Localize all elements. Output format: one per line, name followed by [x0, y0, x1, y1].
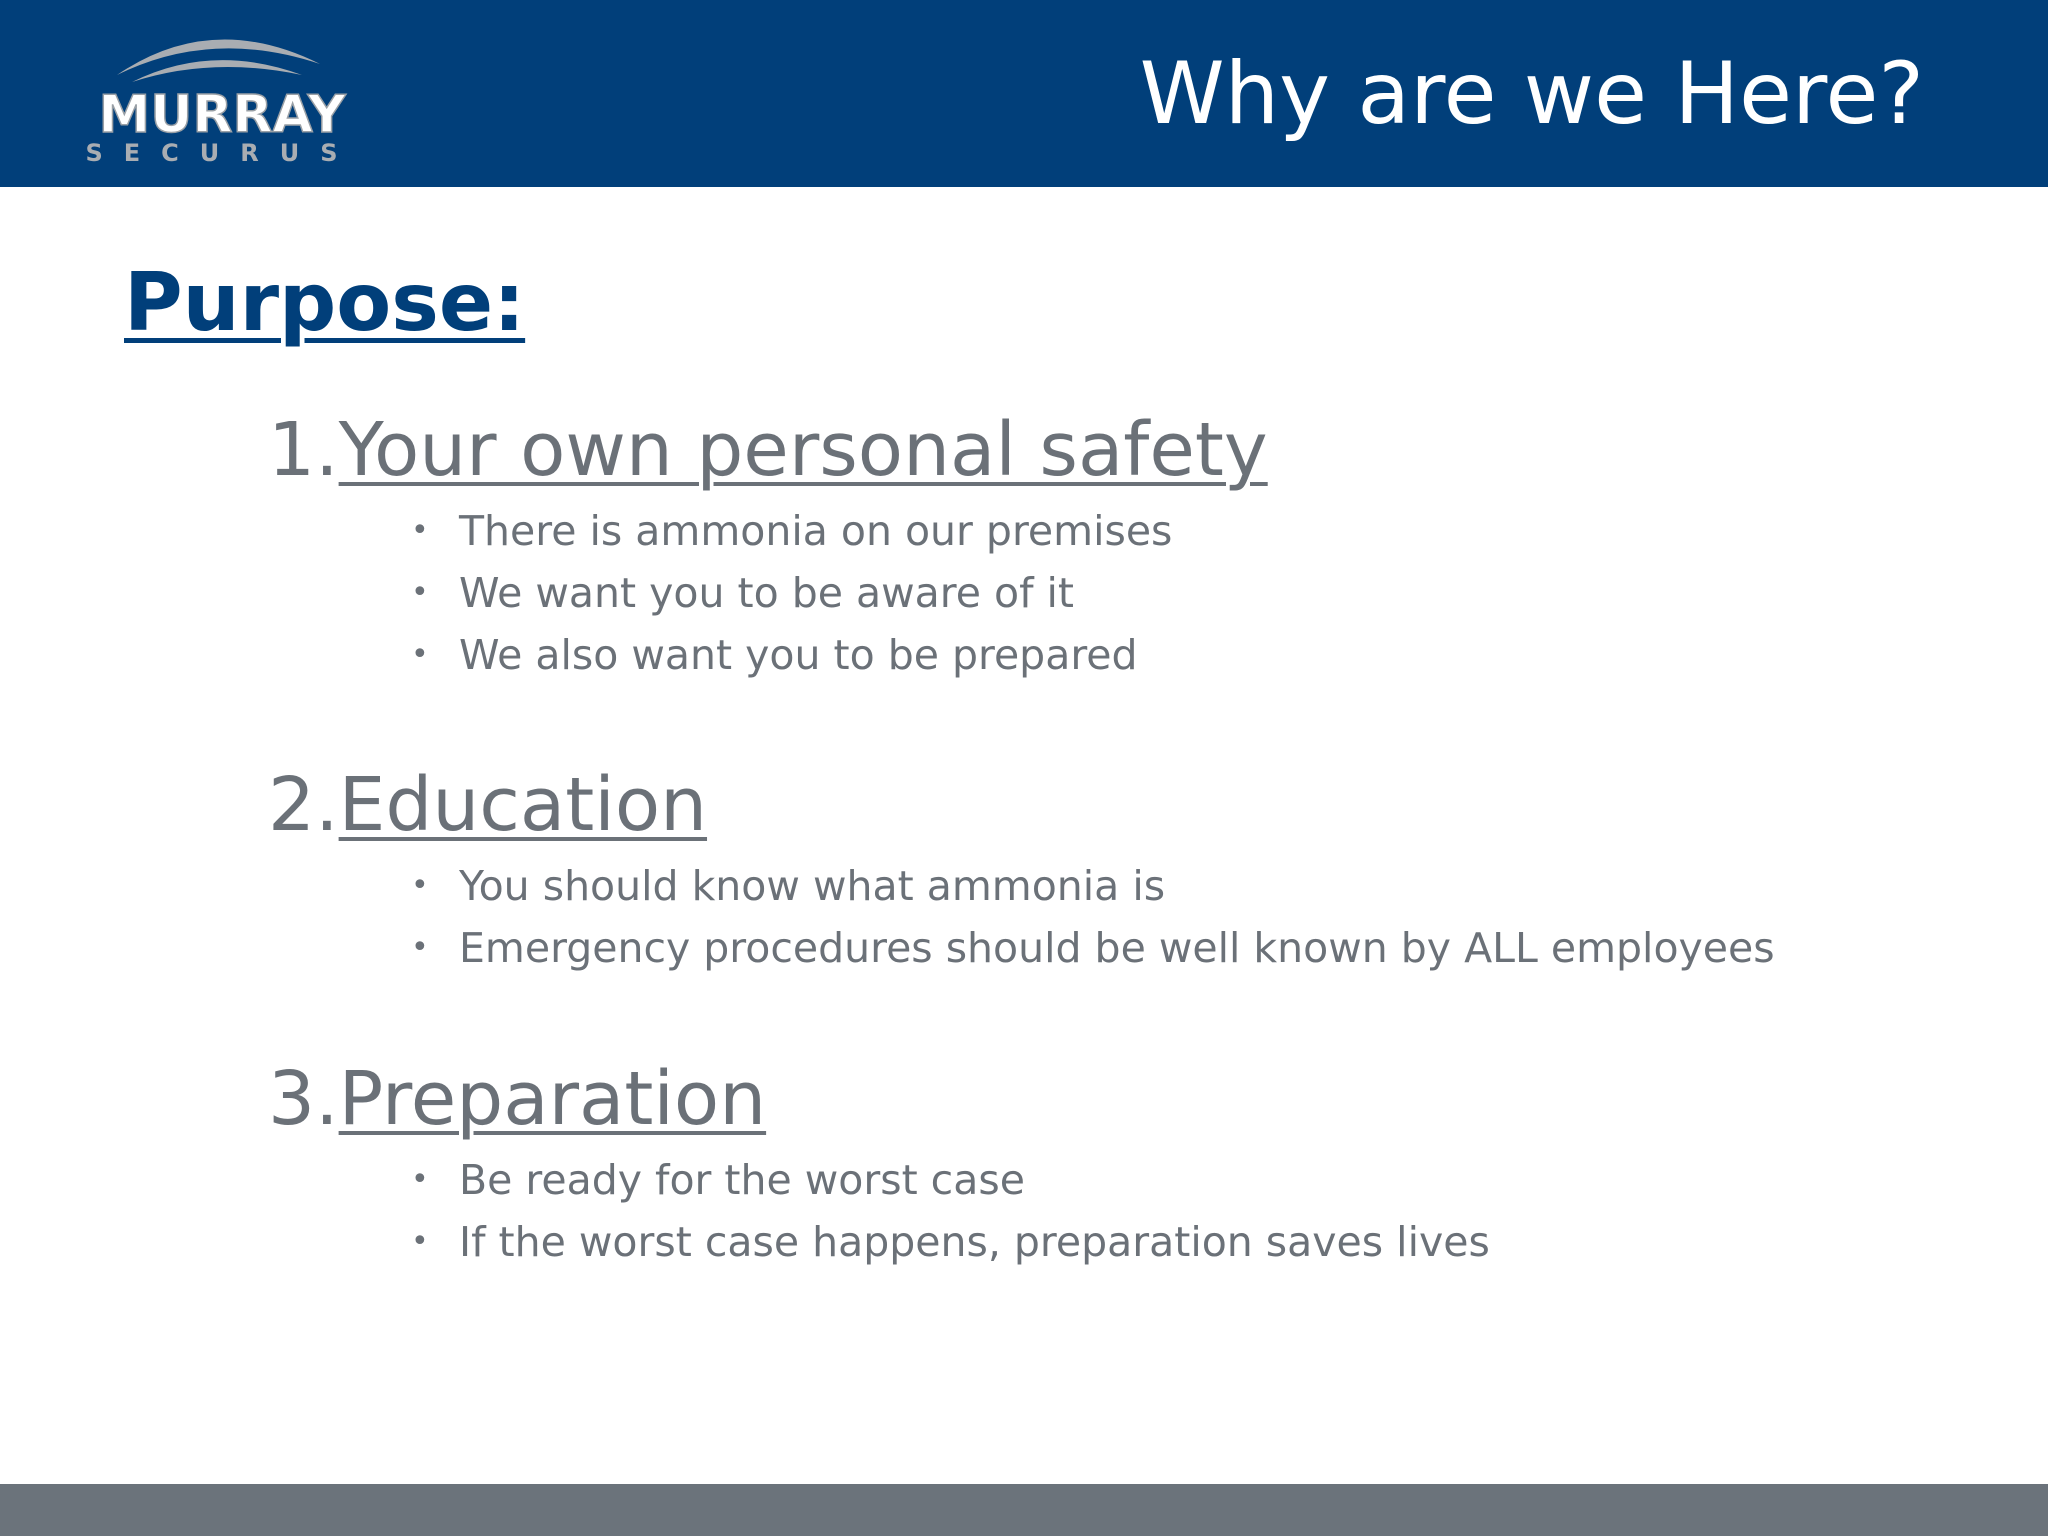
- section-education: [268, 755, 1775, 979]
- section-label: Education: [338, 762, 708, 848]
- section-number: 2.: [268, 762, 339, 848]
- bullet-icon: •: [411, 637, 429, 672]
- section-heading: [268, 400, 1268, 500]
- logo-graphic: [62, 20, 382, 170]
- bullet-item: [411, 562, 1268, 624]
- bullet-icon: •: [411, 1224, 429, 1259]
- section-heading: [268, 1049, 1490, 1149]
- bullet-item: [411, 855, 1775, 917]
- bullet-list: [411, 500, 1268, 686]
- bullet-icon: •: [411, 513, 429, 548]
- logo-wordmark: MURRAY: [98, 85, 346, 145]
- logo-subline: SECURUS: [85, 139, 359, 167]
- bullet-text: Be ready for the worst case: [459, 1156, 1025, 1204]
- footer-band: [0, 1484, 2048, 1536]
- bullet-item: [411, 1211, 1490, 1273]
- bullet-item: [411, 624, 1268, 686]
- header-band: [0, 0, 2048, 187]
- bullet-item: [411, 917, 1775, 979]
- section-number: 1.: [268, 407, 339, 493]
- section-number: 3.: [268, 1056, 339, 1142]
- bullet-list: [411, 1149, 1490, 1273]
- bullet-text: If the worst case happens, preparation saves lives: [459, 1218, 1490, 1266]
- slide-title: Why are we Here?: [1139, 44, 1924, 144]
- bullet-text: There is ammonia on our premises: [459, 507, 1173, 555]
- section-label: Your own personal safety: [338, 407, 1268, 493]
- bullet-text: We also want you to be prepared: [459, 631, 1138, 679]
- bullet-text: We want you to be aware of it: [459, 569, 1074, 617]
- section-heading: [268, 755, 1775, 855]
- bullet-icon: •: [411, 1162, 429, 1197]
- bullet-text: You should know what ammonia is: [459, 862, 1166, 910]
- section-preparation: [268, 1049, 1490, 1273]
- bullet-item: [411, 500, 1268, 562]
- bullet-icon: •: [411, 575, 429, 610]
- bullet-icon: •: [411, 868, 429, 903]
- bullet-list: [411, 855, 1775, 979]
- section-personal-safety: [268, 400, 1268, 686]
- logo-arc-icon: [117, 39, 320, 75]
- murray-securus-logo: [62, 20, 382, 170]
- section-label: Preparation: [338, 1056, 767, 1142]
- logo-arc-inner-icon: [132, 60, 302, 82]
- bullet-icon: •: [411, 930, 429, 965]
- purpose-heading: Purpose:: [124, 256, 526, 349]
- bullet-item: [411, 1149, 1490, 1211]
- bullet-text: Emergency procedures should be well known by ALL employees: [459, 924, 1775, 972]
